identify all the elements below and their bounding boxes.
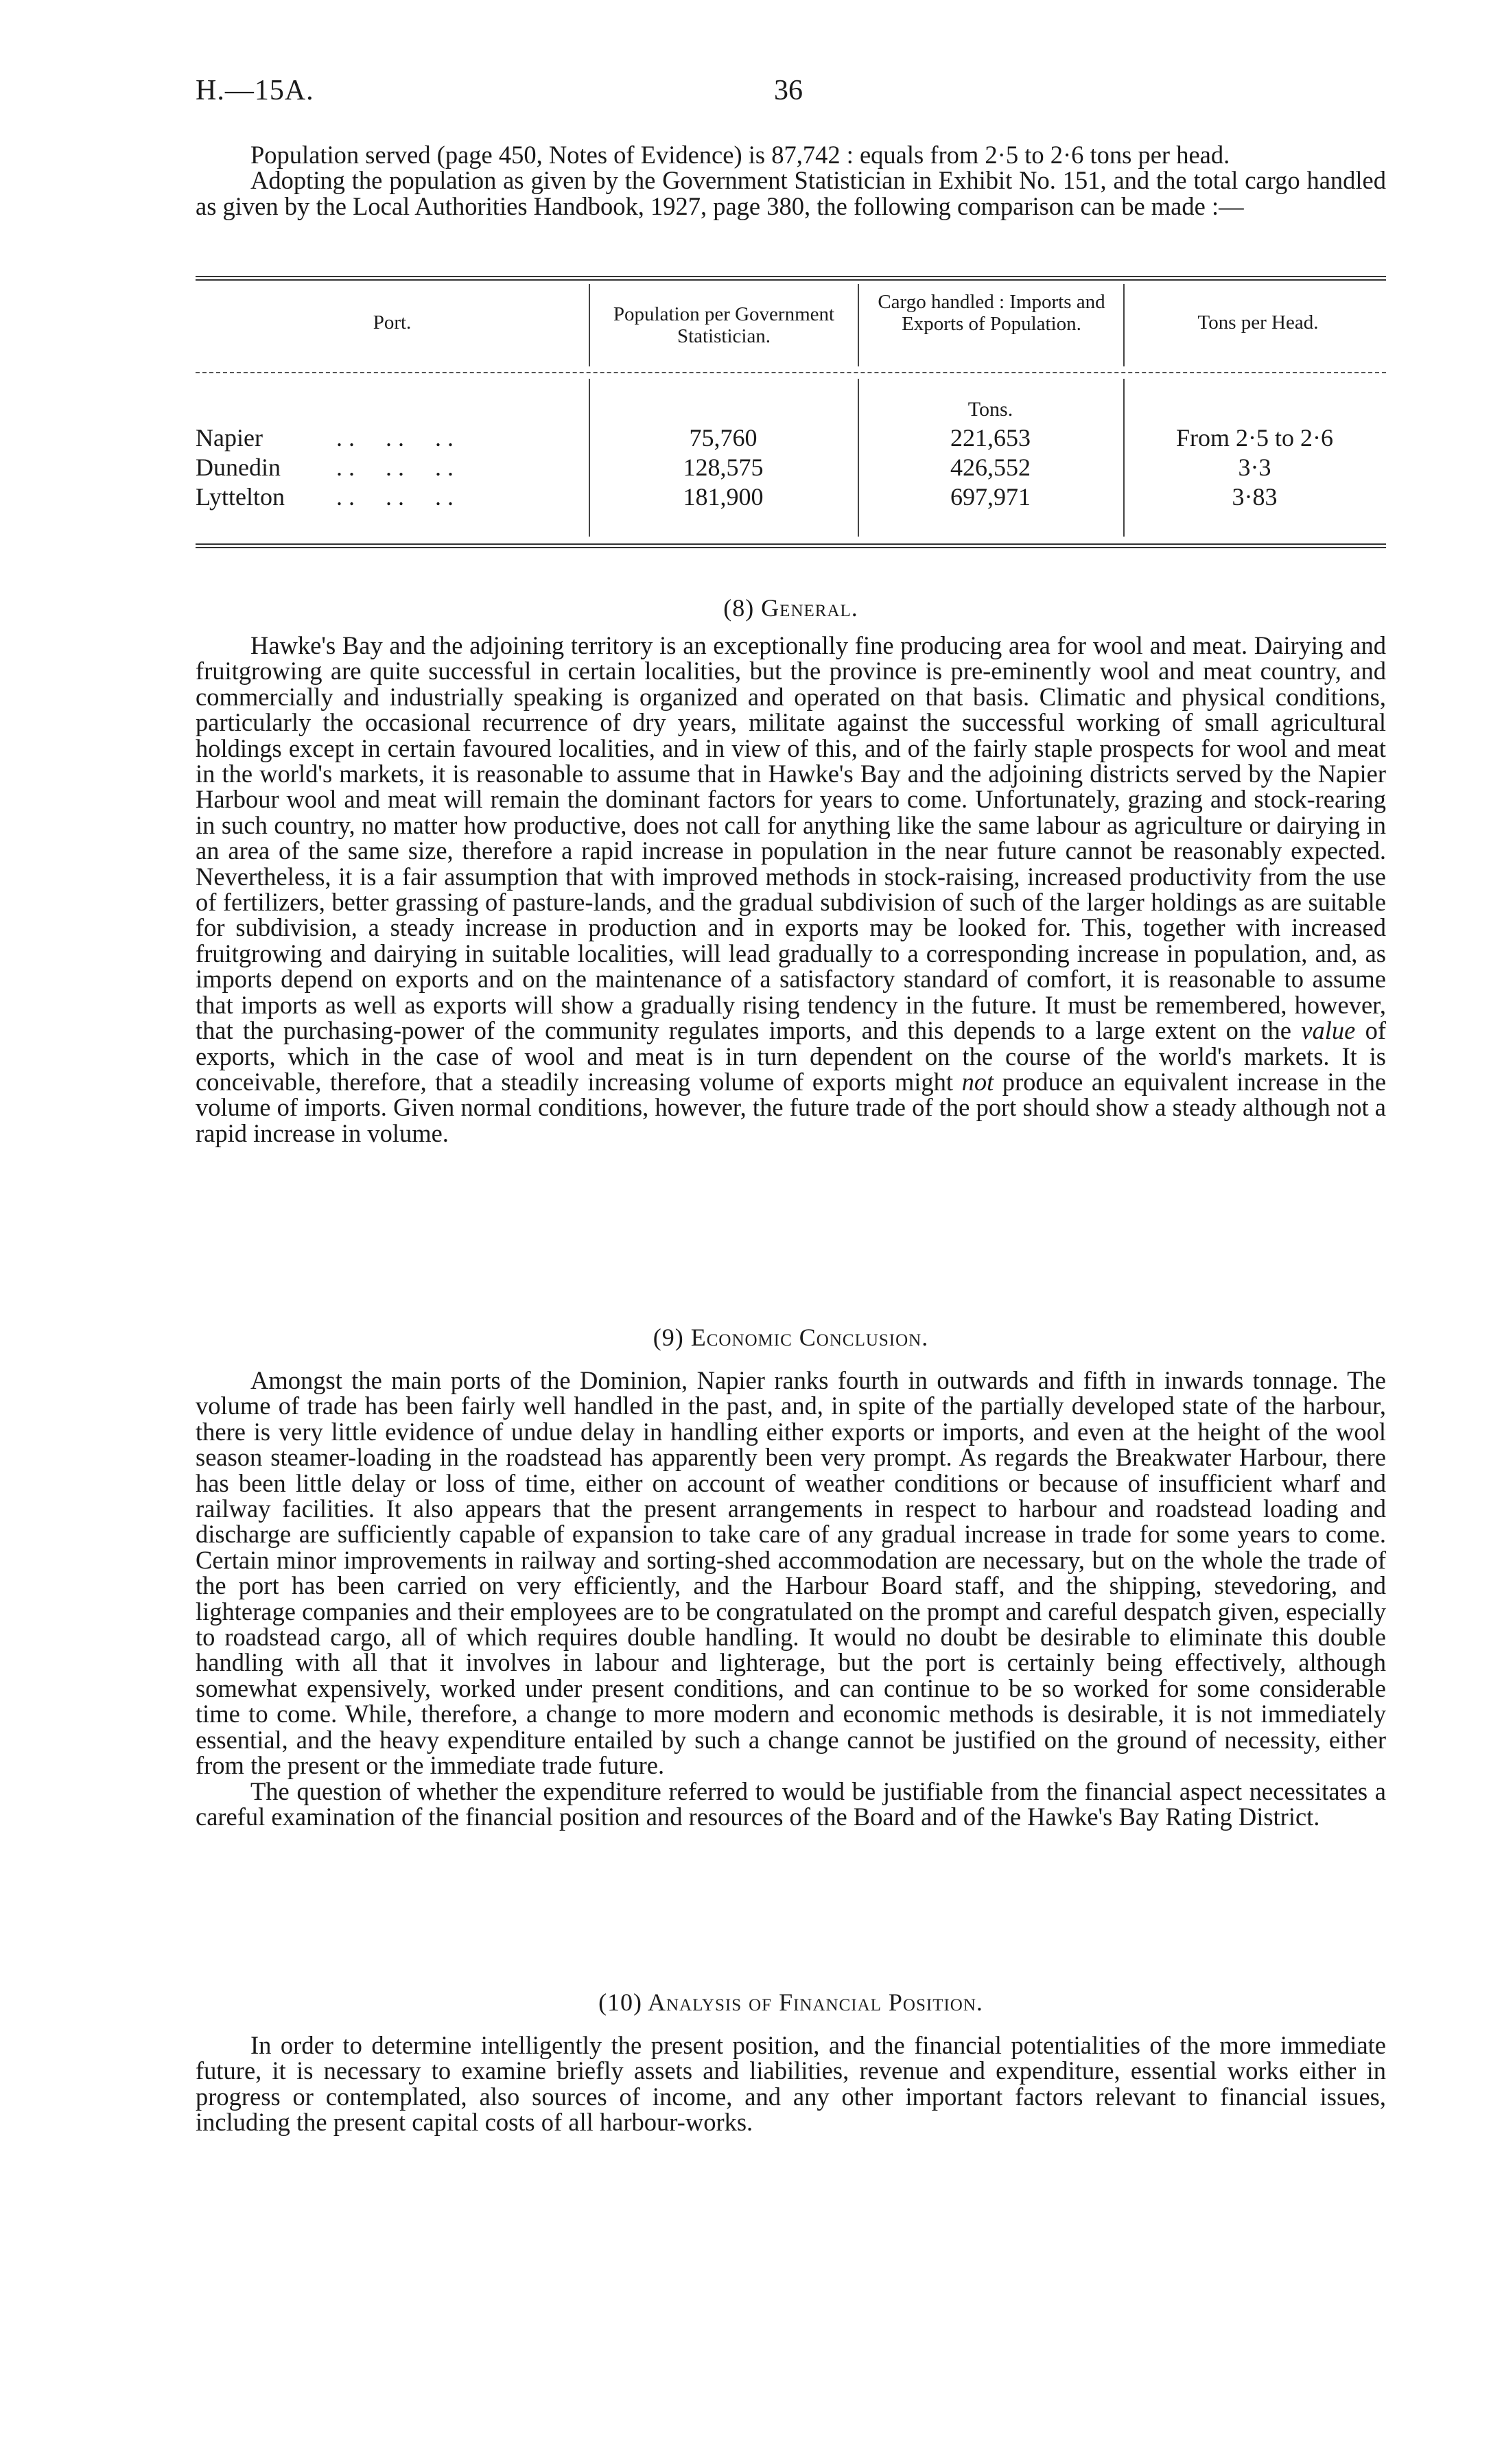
header-port: Port. [373,312,412,333]
section-8-body [196,633,1386,1146]
table-row-cargo: 426,552 [950,454,1031,481]
col-divider-1 [589,284,590,366]
col-divider-3 [1123,284,1125,366]
leader-dots: . . . . . . [336,424,454,451]
page-number: 36 [774,75,803,106]
table-row-port: Lyttelton [196,483,285,511]
intro-paragraph [196,142,1386,219]
section-10-paragraph: In order to determine intelligently the present position, and the financial potentialities of the more immediate future, it is necessary to examine briefly assets and liabilities, revenue and expenditure, essential works either in progress or contemplated, also sources of income, and any other important factors relevant to financial issues, including the present capital costs of all harbour-works. [196,2031,1386,2137]
leader-dots: . . . . . . [336,483,454,511]
comparison-table [196,276,1386,552]
table-row-port: Dunedin [196,454,281,481]
table-row-cargo: 697,971 [950,483,1031,511]
table-top-rule-2 [196,279,1386,281]
section-8-paragraph [196,633,1386,1146]
section-9-paragraph-2: The question of whether the expenditure referred to would be justifiable from the financial aspect necessitates a careful examination of the financial position and resources of the Board and of the Hawke's Bay Rating District. [196,1776,1386,1831]
table-row-tons-per-head: 3·3 [1238,454,1271,481]
table-top-rule [196,276,1386,277]
table-row-port: Napier [196,424,263,451]
table-bottom-rule-2 [196,547,1386,548]
header-tons-per-head: Tons per Head. [1197,312,1319,333]
section-8-heading: (8) General. [723,594,858,622]
unit-label-tons: Tons. [967,398,1013,421]
section-8-text-b: of exports, which in the case of wool and meat is in turn dependent on the course of the world's markets. It is conceivable, therefore, that a steadily increasing volume of exports might [196,1016,1387,1096]
table-row-population: 75,760 [689,424,758,451]
intro-line-1: Population served (page 450, Notes of Evidence) is 87,742 : equals from 2·5 to 2·6 tons per head. [250,141,1230,169]
section-9-paragraph-1: Amongst the main ports of the Dominion, Napier ranks fourth in outwards and fifth in inwards tonnage. The volume of trade has been fairly well handled in the past, and, in spite of the partially developed state of the harbour, there is very little evidence of undue delay in handling either exports or imports, and even at the height of the wool season steamer-loading in the roadstead has apparently been very prompt. As regards the Breakwater Harbour, there has been little delay or loss of time, either on account of weather conditions or because of insufficient wharf and railway facilities. It also appears that the present arrangements in respect to harbour and roadstead loading and discharge are sufficiently capable of expansion to take care of any gradual increase in trade for some years to come. Certain minor improvements in railway and sorting-shed accommodation are necessary, but on the whole the trade of the port has been carried on very efficiently, and the Harbour Board staff, and the shipping, stevedoring, and lighterage companies and their employees are to be congratulated on the prompt and careful despatch given, especially to roadstead cargo, all of which requires double handling. It would no doubt be desirable to eliminate this double handling with all that it involves in labour and lighterage, but the port is certainly being effectively, although somewhat expensively, worked under present conditions, and can continue to be so worked for some considerable time to come. While, therefore, a change to more modern and economic methods is desirable, it is not immediately essential, and the heavy expenditure entailed by such a change cannot be justified on the ground of necessity, either from the present or the immediate trade future. [196,1366,1386,1780]
section-8-text-a: Hawke's Bay and the adjoining territory is an exceptionally fine producing area for wool and meat. Dairying and fruitgrowing are quite successful in certain localities, but the province is pre-eminently wool and meat country, and commercially and industrially speaking is organized and operated on that basis. Climatic and physical conditions, particularly the occasional recurrence of dry years, militate against the successful working of small agricultural holdings except in certain favoured localities, and in view of this, and of the fairly staple prospects for wool and meat in the world's markets, it is reasonable to assume that in Hawke's Bay and the adjoining districts served by the Napier Harbour wool and meat will remain the dominant factors for years to come. Unfortunately, grazing and stock-rearing in such country, no matter how productive, does not call for anything like the same labour as agriculture or dairying in an area of the same size, therefore a rapid increase in population in the near future cannot be reasonably expected. Nevertheless, it is a fair assumption that with improved methods in stock-raising, increased productivity from the use of fertilizers, better grassing of pasture-lands, and the gradual subdivision of such of the larger holdings as are suitable for subdivision, a steady increase in production and in exports may be looked for. This, together with increased fruitgrowing and dairying in suitable localities, will lead gradually to a corresponding increase in population, and, as imports depend on exports and on the maintenance of a satisfactory standard of comfort, it is reasonable to assume that imports as well as exports will show a gradually rising tendency in the future. It must be remembered, however, that the purchasing-power of the community regulates imports, and this depends to a large extent on the [196,631,1386,1045]
table-header-rule [196,372,1386,373]
table-row-population: 181,900 [683,483,764,511]
section-10-heading: (10) Analysis of Financial Position. [598,1988,983,2016]
section-10-body [196,2032,1386,2135]
intro-line-2: Adopting the population as given by the Government Statistician in Exhibit No. 151, and the total cargo handled as given by the Local Authorities Handbook, 1927, page 380, the following comparison can be made :— [196,166,1386,220]
header-population: Population per Government Statistician. [613,303,835,347]
table-row-tons-per-head: From 2·5 to 2·6 [1176,424,1333,451]
table-row-population: 128,575 [683,454,764,481]
section-9-body [196,1368,1386,1829]
col-divider-2 [858,284,859,366]
table-row-cargo: 221,653 [950,424,1031,451]
document-reference: H.—15A. [196,75,314,106]
leader-dots: . . . . . . [336,454,454,481]
emphasis-value: value [1301,1016,1356,1045]
running-head [196,74,1386,108]
section-9-heading: (9) Economic Conclusion. [653,1324,929,1351]
table-row-tons-per-head: 3·83 [1232,483,1278,511]
section-8-text-c: produce an equivalent increase in the volume of imports. Given normal conditions, however, the future trade of the port should show a steady although not a rapid increase in volume. [196,1067,1387,1147]
header-cargo: Cargo handled : Imports and Exports of Population. [878,291,1105,335]
emphasis-not: not [961,1067,994,1096]
table-bottom-rule [196,543,1386,545]
